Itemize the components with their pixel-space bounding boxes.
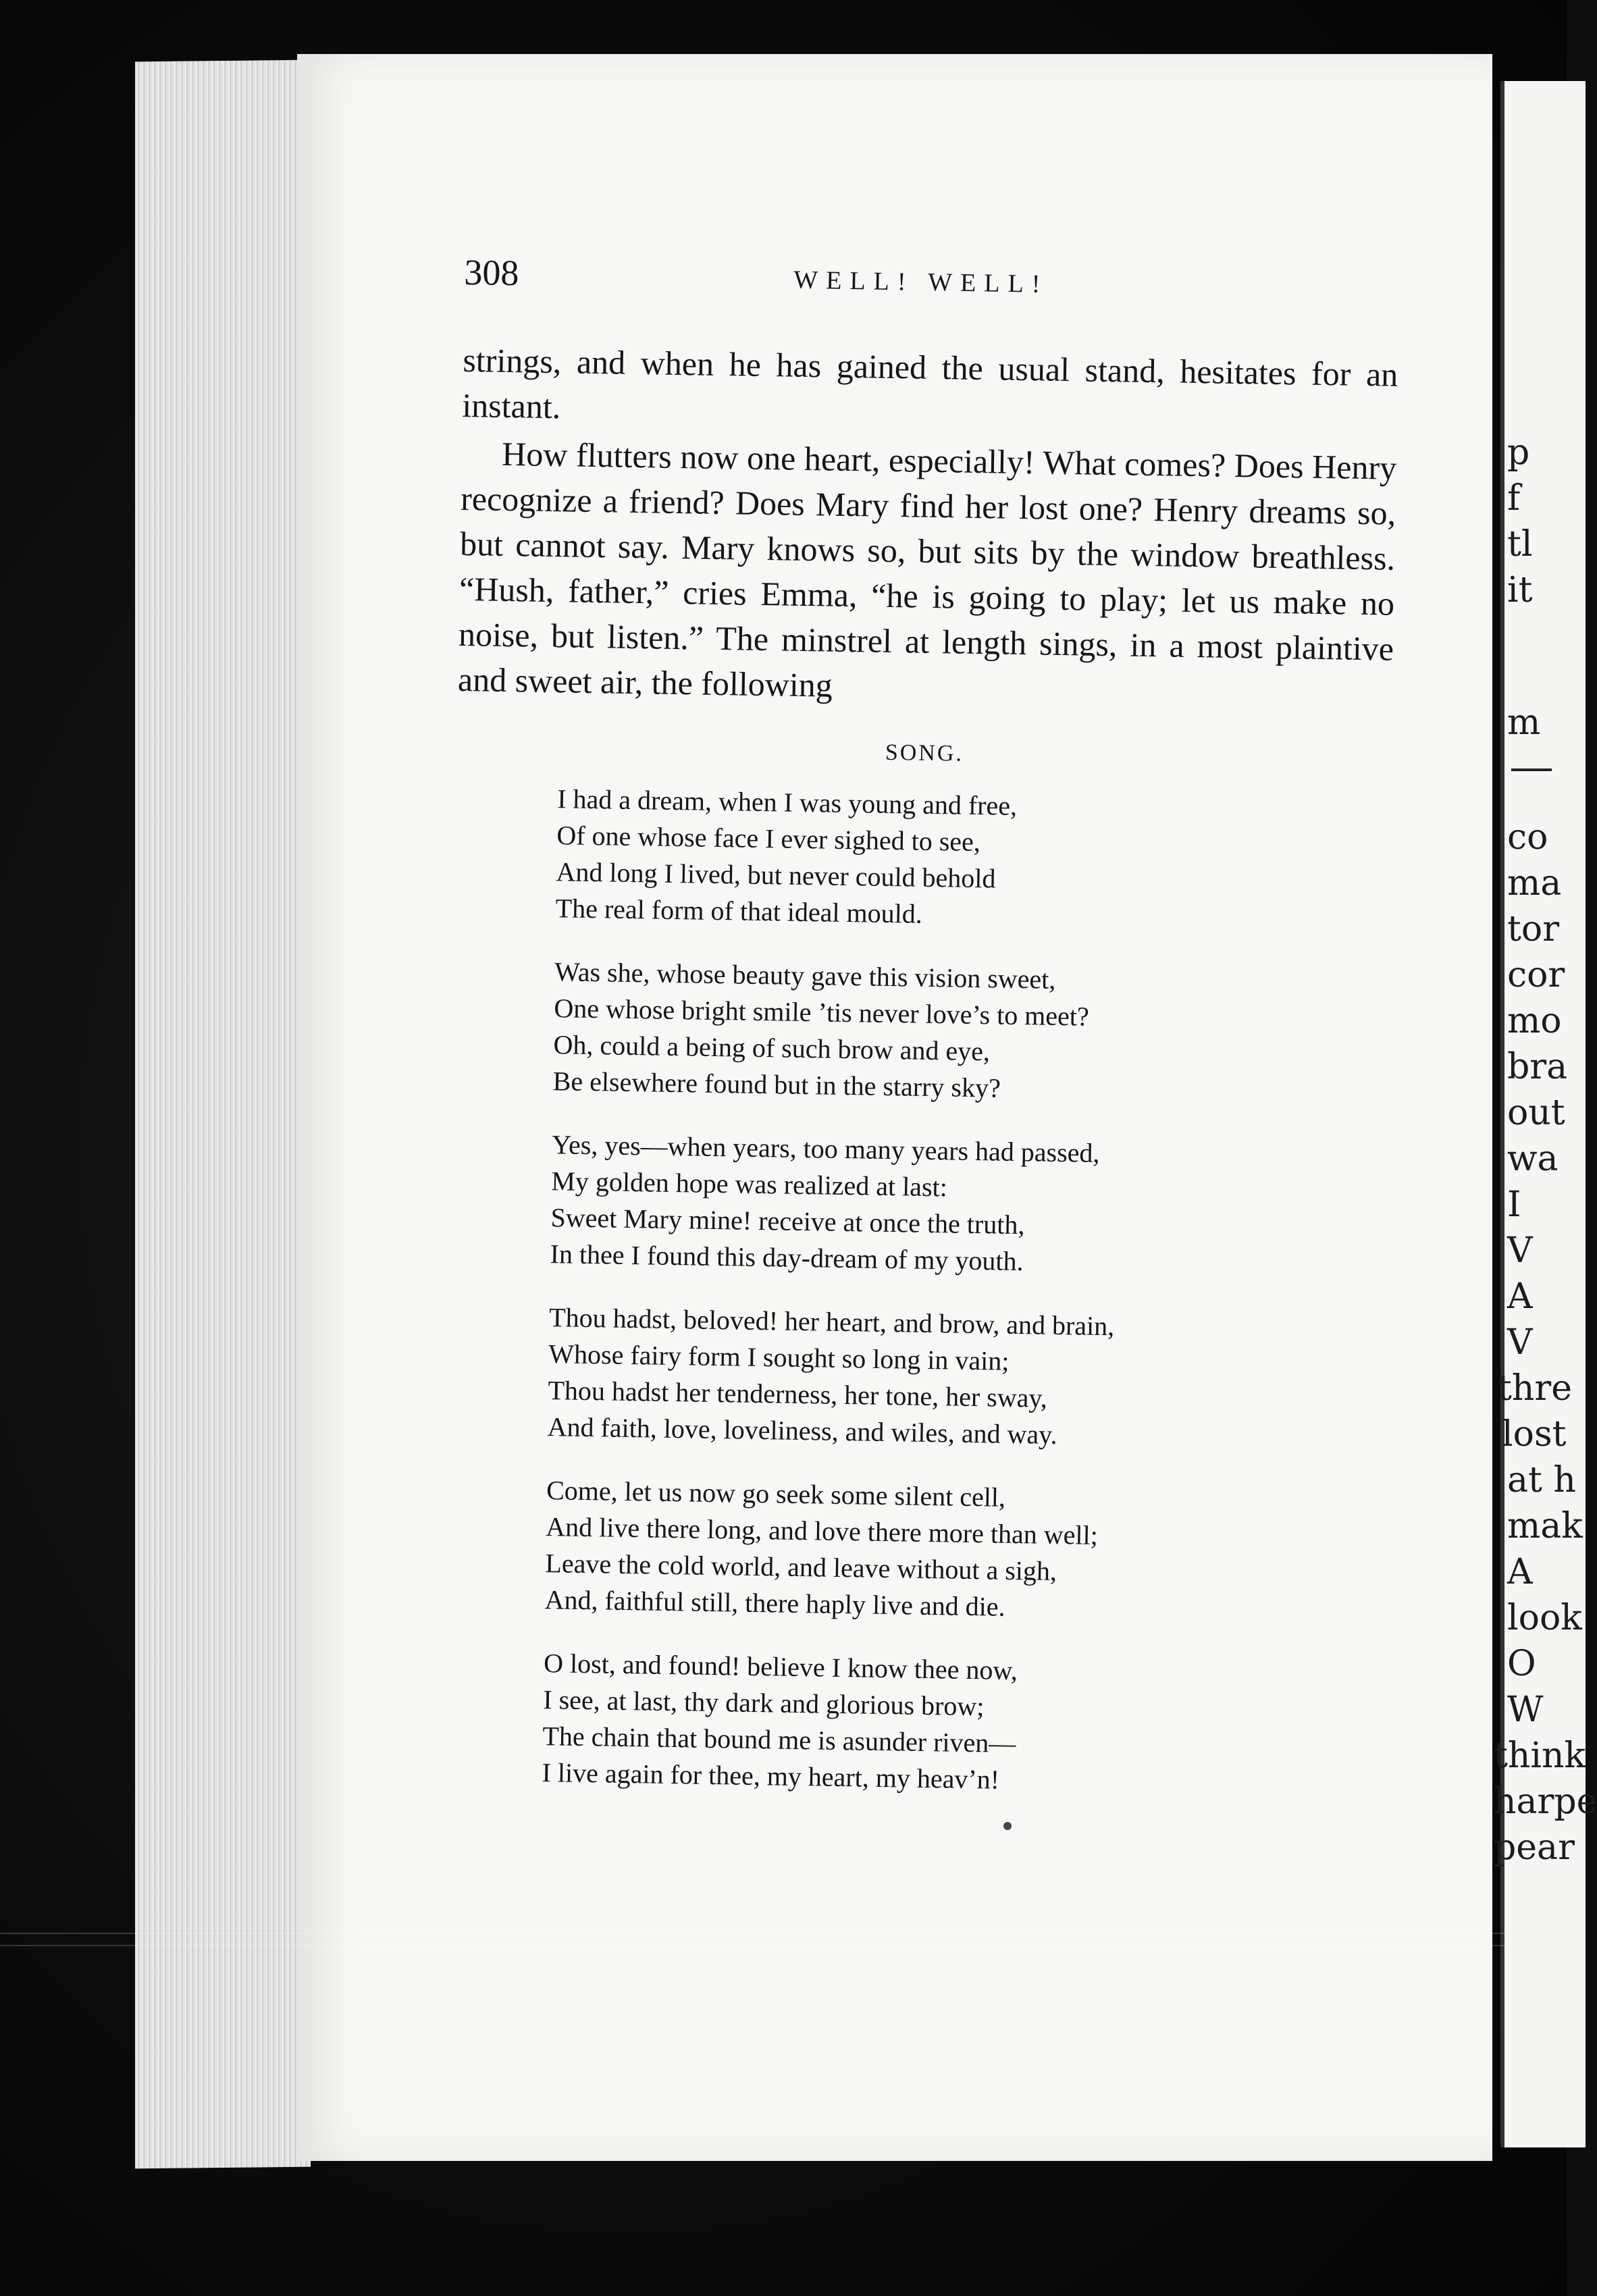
verse-line: I live again for thee, my heart, my heav’n! [542, 1757, 1000, 1795]
page-number: 308 [463, 251, 519, 294]
facing-page-fragment: lost [1502, 1414, 1567, 1455]
facing-page-fragment: tl [1507, 524, 1533, 565]
facing-page-fragment: O [1507, 1644, 1536, 1684]
verse-line: I see, at last, thy dark and glorious brow; [542, 1684, 985, 1722]
verse-line: One whose bright smile ’tis never love’s to meet? [554, 993, 1090, 1032]
verse-line: Of one whose face I ever sighed to see, [556, 820, 981, 858]
paragraph: strings, and when he has gained the usual stand, hesitates for an instant. [461, 340, 1398, 426]
verse-line: The chain that bound me is asunder riven— [542, 1721, 1016, 1759]
verse-line: Come, let us now go seek some silent cell, [546, 1475, 1006, 1513]
verse-line: Oh, could a being of such brow and eye, [553, 1029, 991, 1067]
scan-artifact-line [0, 1945, 1567, 1946]
facing-page-fragment: ma [1507, 863, 1562, 904]
stanza [544, 1472, 1380, 1631]
facing-page-rule [1511, 768, 1552, 771]
verse-line: And long I lived, but never could behold [556, 856, 996, 894]
verse-line: And, faithful still, there haply live and die. [544, 1584, 1005, 1622]
facing-page-fragment: V [1507, 1322, 1533, 1363]
verse-line: Thou hadst her tenderness, her tone, her sway, [548, 1375, 1048, 1413]
facing-page-fragment: V [1507, 1230, 1533, 1271]
running-title: WELL! WELL! [793, 265, 1049, 299]
facing-page-fragment: look [1507, 1598, 1582, 1638]
verse-line: Yes, yes—when years, too many years had passed, [551, 1129, 1100, 1168]
facing-page-fragment: out [1507, 1093, 1565, 1133]
scan-artifact-line [0, 1933, 1567, 1934]
verse-line: Leave the cold world, and leave without a sigh, [545, 1548, 1057, 1587]
facing-page-fragment: A [1507, 1276, 1533, 1317]
verse-line: Was she, whose beauty gave this vision sweet, [554, 956, 1056, 995]
facing-page-fragment: bra [1507, 1047, 1568, 1087]
verse-line: And faith, love, loveliness, and wiles, and way. [547, 1411, 1057, 1451]
page-stack-edge [135, 60, 311, 2169]
facing-page-fragment: it [1507, 570, 1533, 610]
facing-page-fragment: I [1507, 1184, 1521, 1225]
stanza [547, 1299, 1383, 1458]
facing-page-fragment: at h [1507, 1460, 1576, 1501]
facing-page-fragment: p [1507, 432, 1530, 473]
facing-page-fragment: mak [1507, 1506, 1583, 1546]
verse-line: O lost, and found! believe I know thee now, [543, 1648, 1018, 1686]
verse-line: I had a dream, when I was young and free, [556, 783, 1018, 821]
verse-line: The real form of that ideal mould. [555, 893, 923, 929]
song-title: SONG. [885, 739, 964, 766]
facing-page-fragment: thre [1498, 1368, 1573, 1409]
facing-page-fragment: cor [1507, 955, 1565, 995]
facing-page-fragment: co [1507, 817, 1548, 858]
body-text [440, 338, 1398, 1804]
verse-line: Sweet Mary mine! receive at once the truth, [550, 1202, 1025, 1241]
stanza [542, 1645, 1378, 1804]
verse-line: My golden hope was realized at last: [551, 1166, 948, 1203]
stanza [550, 1126, 1386, 1285]
ink-speck [1003, 1822, 1012, 1830]
facing-page-fragment: think [1494, 1736, 1586, 1776]
verse-line: Be elsewhere found but in the starry sky? [552, 1066, 1001, 1103]
facing-page-fragment: tor [1507, 909, 1560, 949]
verse-line: In thee I found this day-dream of my youth. [550, 1238, 1024, 1277]
verse-line: And live there long, and love there more than well; [546, 1511, 1099, 1550]
facing-page-edge [1494, 81, 1597, 2147]
facing-page-fragment: W [1507, 1690, 1544, 1730]
verse-line: Thou hadst, beloved! her heart, and brow, and brain, [548, 1302, 1115, 1342]
facing-page-fragment: pear [1494, 1827, 1575, 1868]
facing-page-fragment: harpe [1494, 1781, 1597, 1822]
paragraph: How flutters now one heart, especially! What comes? Does Henry recognize a friend? Does Mary find her lost one? Henry dreams so, but cannot say. Mary knows so, but sits by the window breathless. “Hush, father,” cries Emma, “he is going to play; let us make no noise, but listen.” The minstrel at length sings, in a most plaintive and sweet air, the following [457, 434, 1397, 704]
facing-page-fragment: A [1507, 1552, 1533, 1592]
verse-line: Whose fairy form I sought so long in vain; [548, 1338, 1010, 1376]
facing-page-fragment: wa [1507, 1139, 1559, 1179]
stanza [552, 954, 1388, 1112]
facing-page-fragment: m [1507, 702, 1541, 743]
stanza [555, 781, 1391, 939]
facing-page-fragment: mo [1507, 1001, 1562, 1041]
facing-page-fragment: f [1507, 478, 1521, 519]
